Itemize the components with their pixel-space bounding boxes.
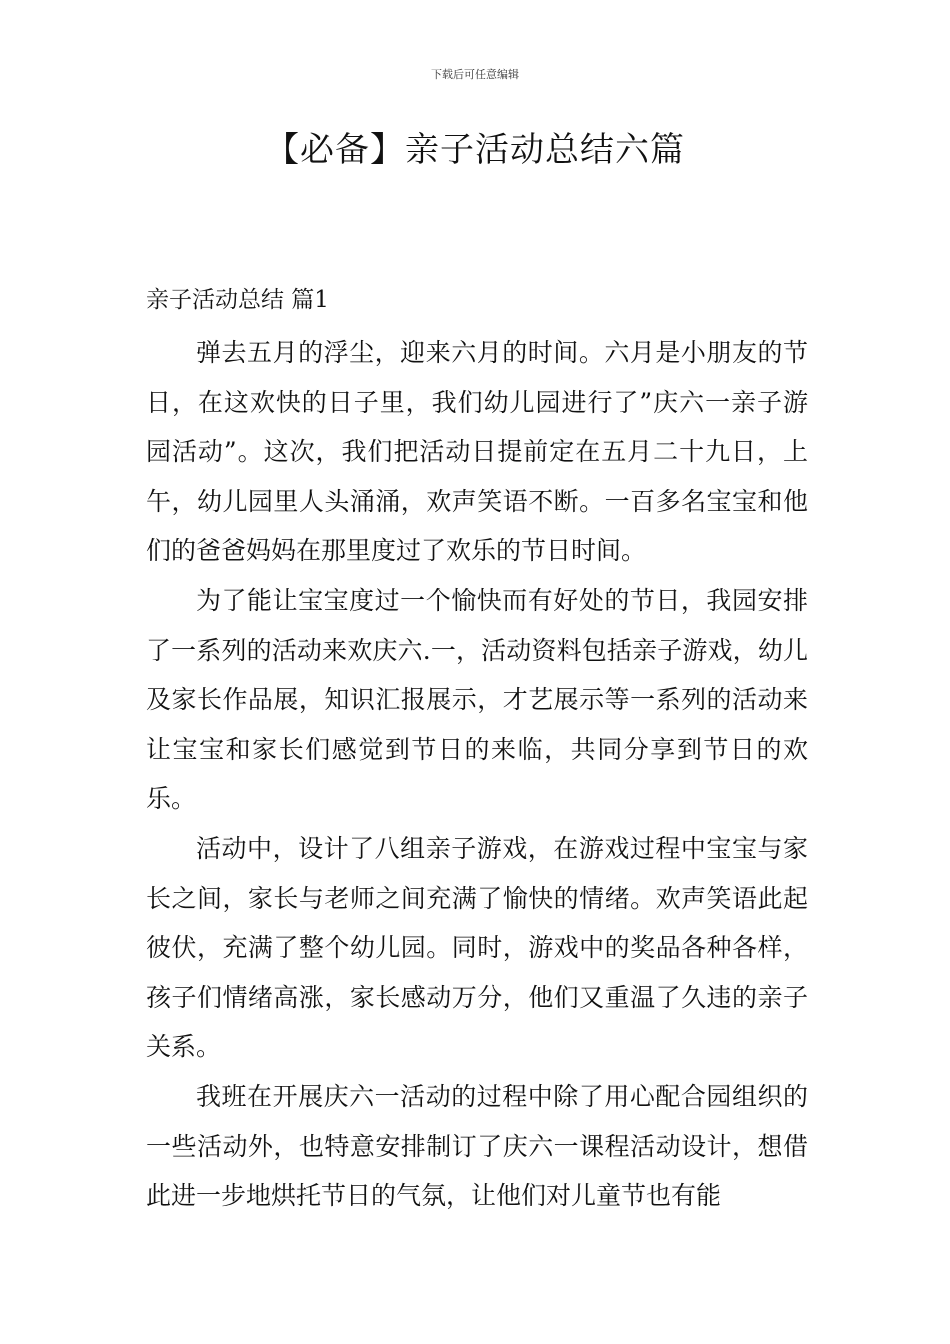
paragraph-1: 弹去五月的浮尘，迎来六月的时间。六月是小朋友的节日，在这欢快的日子里，我们幼儿园进行了”庆六一亲子游园活动”。这次，我们把活动日提前定在五月二十九日，上午，幼儿园里人头涌涌，欢声笑语不断。一百多名宝宝和他们的爸爸妈妈在那里度过了欢乐的节日时间。 — [146, 338, 808, 566]
document-title: 【必备】亲子活动总结六篇 — [265, 130, 685, 170]
paragraph-4: 我班在开展庆六一活动的过程中除了用心配合园组织的一些活动外，也特意安排制订了庆六一课程活动设计，想借此进一步地烘托节日的气氛，让他们对儿童节也有能 — [146, 1081, 808, 1211]
paragraph-3: 活动中，设计了八组亲子游戏，在游戏过程中宝宝与家长之间，家长与老师之间充满了愉快的情绪。欢声笑语此起彼伏，充满了整个幼儿园。同时，游戏中的奖品各种各样，孩子们情绪高涨，家长感动万分，他们又重温了久违的亲子关系。 — [146, 833, 808, 1062]
document-body — [146, 280, 808, 1221]
section-heading: 亲子活动总结 篇1 — [146, 287, 329, 313]
paragraph-2: 为了能让宝宝度过一个愉快而有好处的节日，我园安排了一系列的活动来欢庆六.一，活动资料包括亲子游戏，幼儿及家长作品展，知识汇报展示，才艺展示等一系列的活动来让宝宝和家长们感觉到节日的来临，共同分享到节日的欢乐。 — [146, 585, 808, 814]
header-note: 下载后可任意编辑 — [431, 68, 519, 81]
